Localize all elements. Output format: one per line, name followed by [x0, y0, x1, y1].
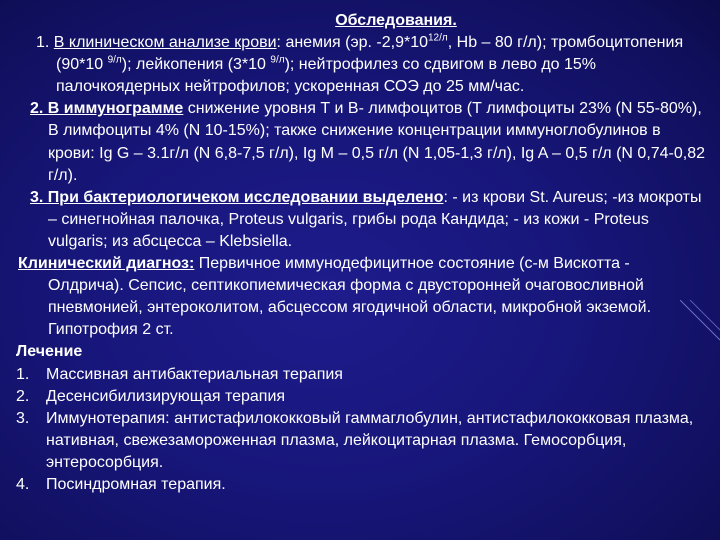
slide-content — [16, 10, 706, 496]
treatment-item-text: Массивная антибактериальная терапия — [46, 365, 343, 383]
item-text: : - из крови St. Aureus; -из мокроты – синегнойная палочка, Proteus vulgaris, грибы рода Кандида; - из кожи - Proteus vulgaris; из абсцесса – Klebsiella. — [48, 188, 702, 250]
item-number: 1. — [36, 34, 54, 52]
item-label: 3. При бактериологичеком исследовании выделено — [30, 188, 444, 206]
treatment-item-text: Иммунотерапия: антистафилококковый гаммаглобулин, антистафилококковая плазма, нативная, свежезамороженная плазма, лейкоцитарная плазма. Гемосорбция, энтеросорбция. — [46, 409, 694, 471]
diagnosis-text: Первичное иммунодефицитное состояние (с-м Вискотта - Олдрича). Сепсис, септикопиемическая форма с двусторонней очаговосливной пневмонией, энтероколитом, абсцессом ягодичной области, микробной экземой. Гипотрофия 2 ст. — [48, 255, 652, 339]
treatment-item — [16, 408, 706, 474]
item-label: 2. В иммунограмме — [30, 100, 184, 118]
item-text: , Hb – 80 г/л); тромбоцитопения (90*10 — [56, 34, 684, 74]
page-title: Обследования. — [335, 12, 457, 29]
treatment-item — [16, 386, 706, 408]
clinical-diagnosis — [16, 253, 706, 341]
diagnosis-label: Клинический диагноз: — [18, 255, 195, 273]
item-text: снижение уровня Т и В- лимфоцитов (Т лимфоциты 23% (N 55-80%), В лимфоциты 4% (N 10-15%); также снижение концентрации иммуноглобулинов в крови: Ig G – 3.1г/л (N 6,8-7,5 г/л), Ig M – 0,5 г/л (N 1,05-1,3 г/л), Ig A – 0,5 г/л (N 0,74-0,82 г/л). — [48, 100, 706, 184]
treatment-item-number: 2. — [16, 387, 30, 405]
treatment-item-number: 3. — [16, 409, 30, 427]
exam-item-bacteriology — [16, 187, 706, 253]
item-text: ); лейкопения (3*10 — [121, 56, 271, 74]
treatment-item — [16, 474, 706, 496]
treatment-item-text: Посиндромная терапия. — [46, 475, 226, 493]
superscript: 12/л — [428, 32, 448, 44]
superscript: 9/л — [270, 54, 285, 66]
treatment-heading: Лечение — [16, 343, 83, 361]
exam-item-immunogram — [16, 98, 706, 186]
item-text: ); нейтрофилез со сдвигом в лево до 15% палочкоядерных нейтрофилов; ускоренная СОЭ до 25 мм/час. — [56, 56, 597, 96]
item-text: : анемия (эр. -2,9*10 — [276, 34, 428, 52]
treatment-item-text: Десенсибилизирующая терапия — [46, 387, 286, 405]
superscript: 9/л — [107, 54, 122, 66]
treatment-item-number: 1. — [16, 365, 30, 383]
treatment-item — [16, 364, 706, 386]
treatment-item-number: 4. — [16, 475, 30, 493]
exam-item-blood-analysis — [16, 32, 706, 98]
item-label: В клиническом анализе крови — [53, 34, 277, 52]
